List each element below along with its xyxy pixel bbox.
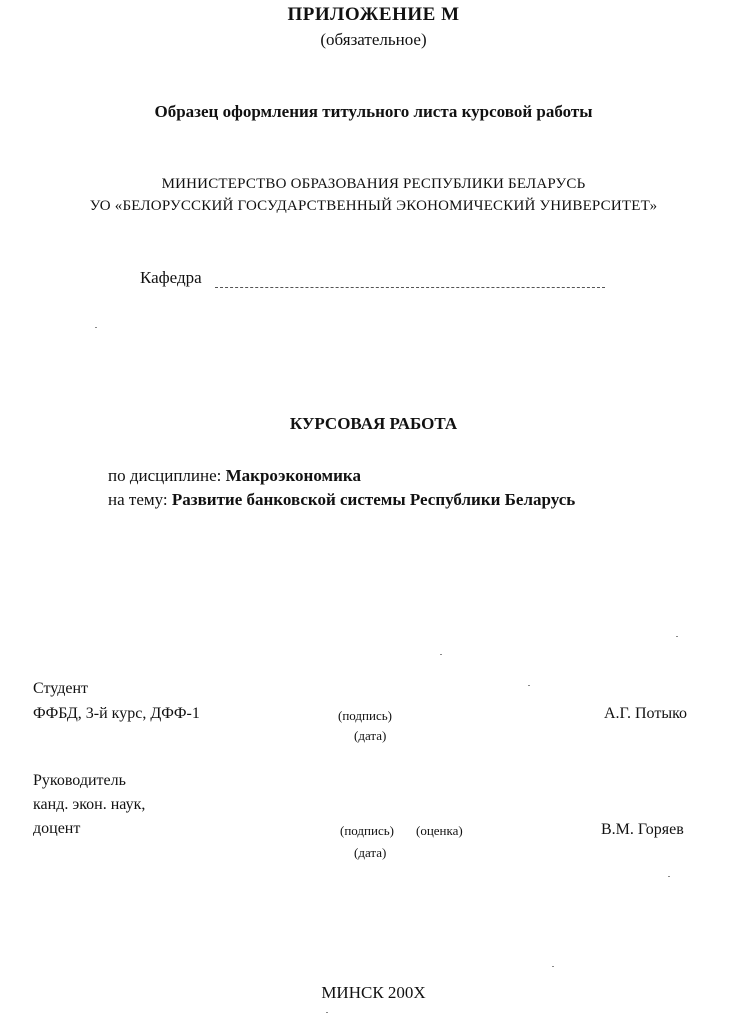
student-label: Студент (33, 680, 89, 697)
supervisor-degree: канд. экон. наук, (33, 796, 146, 813)
student-group: ФФБД, 3-й курс, ДФФ-1 (33, 705, 200, 722)
topic-line (108, 490, 575, 510)
scan-speck (668, 876, 670, 877)
city-year: МИНСК 200Х (321, 983, 426, 1002)
department-blank-line (215, 287, 605, 288)
supervisor-title: доцент (33, 820, 81, 837)
supervisor-signature-hint: (подпись) (340, 823, 394, 838)
appendix-subtitle: (обязательное) (320, 30, 427, 49)
student-date-hint: (дата) (354, 728, 387, 743)
scan-speck (95, 327, 97, 328)
topic-label: на тему: (108, 490, 168, 509)
discipline-value: Макроэкономика (225, 466, 361, 485)
topic-value: Развитие банковской системы Республики Беларусь (171, 490, 576, 509)
scan-speck (528, 685, 530, 686)
department-label: Кафедра (140, 268, 202, 287)
supervisor-name: В.М. Горяев (601, 821, 684, 838)
university-name: УО «БЕЛОРУССКИЙ ГОСУДАРСТВЕННЫЙ ЭКОНОМИЧЕСКИЙ УНИВЕРСИТЕТ» (89, 198, 658, 214)
ministry-name: МИНИСТЕРСТВО ОБРАЗОВАНИЯ РЕСПУБЛИКИ БЕЛАРУСЬ (161, 176, 586, 192)
scan-speck (326, 1012, 328, 1013)
scan-speck (676, 636, 678, 637)
student-name: А.Г. Потыко (604, 705, 688, 722)
student-signature-hint: (подпись) (338, 708, 392, 723)
sample-title: Образец оформления титульного листа курсовой работы (154, 102, 593, 121)
discipline-label: по дисциплине: (108, 466, 222, 485)
supervisor-date-hint: (дата) (354, 845, 387, 860)
scan-speck (552, 966, 554, 967)
work-title: КУРСОВАЯ РАБОТА (289, 414, 458, 433)
discipline-line (108, 466, 361, 486)
appendix-title: ПРИЛОЖЕНИЕ М (287, 4, 460, 25)
scan-speck (440, 654, 442, 655)
supervisor-grade-hint: (оценка) (416, 823, 463, 838)
supervisor-label: Руководитель (33, 772, 126, 789)
